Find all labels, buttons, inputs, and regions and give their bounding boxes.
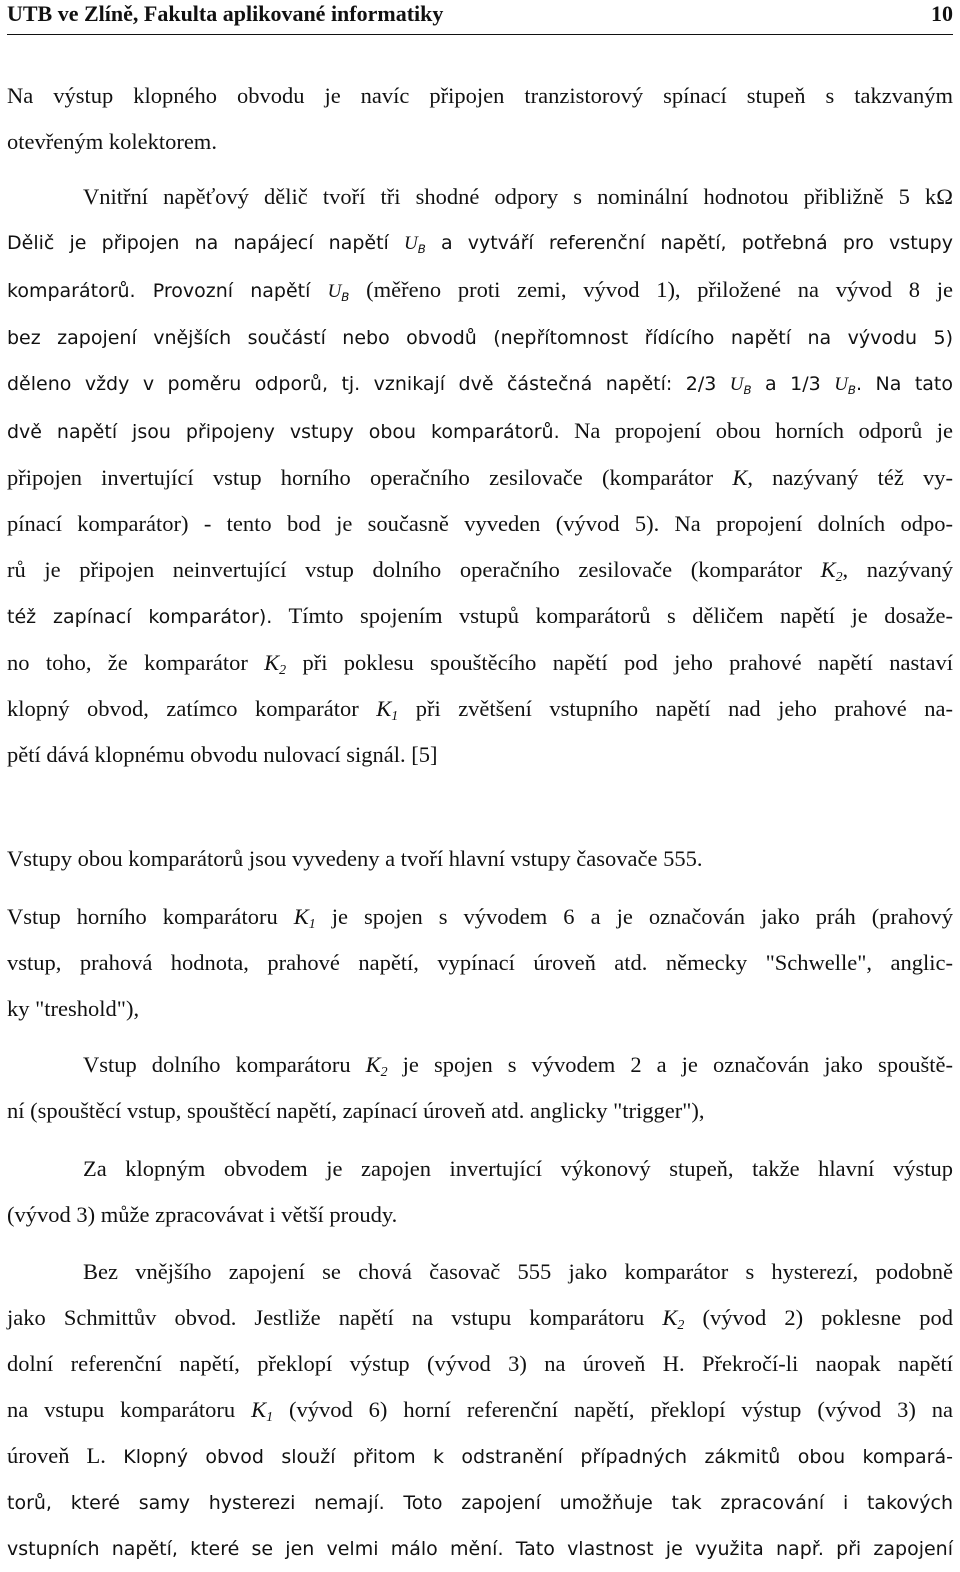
text-line <box>7 455 953 501</box>
text-run: komparátorů. Provozní napětí <box>7 280 328 302</box>
text-line <box>7 547 953 593</box>
text-run: (měřeno proti zemi, vývod 1), přiložené na vývod 8 je <box>349 277 954 302</box>
text-run: Tímto spojením vstupů komparátorů s děličem napětí je dosaže- <box>272 603 954 628</box>
subscript: 2 <box>835 570 843 585</box>
text-line: pětí dává klopnému obvodu nulovací signál. [5] <box>7 742 438 767</box>
text-run: klopný obvod, zatímco komparátor <box>7 696 377 721</box>
text-line: pínací komparátor) - tento bod je současně vyveden (vývod 5). Na propojení dolních odpo- <box>7 511 953 536</box>
text-line <box>7 220 953 267</box>
text-run: a 1/3 <box>751 373 835 395</box>
text-run: , nazývaný též vy- <box>747 465 953 490</box>
subscript: B <box>341 290 350 304</box>
text-line: Bez vnějšího zapojení se chová časovač 555 jako komparátor s hysterezí, podobně <box>83 1259 953 1284</box>
text-run: je spojen s vývodem 2 a je označován jako spouště- <box>387 1052 953 1077</box>
symbol-k: K <box>732 465 748 490</box>
text-line: Vnitřní napěťový dělič tvoří tři shodné odpory s nominální hodnotou přibližně 5 kΩ <box>83 184 953 209</box>
paragraph-threshold-input <box>7 894 953 1032</box>
text-line: ky "treshold"), <box>7 996 140 1021</box>
text-run: na vstupu komparátoru <box>7 1397 252 1422</box>
text-line <box>7 640 953 686</box>
symbol-k: K <box>376 696 392 721</box>
page-number: 10 <box>931 1 953 26</box>
symbol-k: K <box>662 1305 678 1330</box>
subscript: 1 <box>266 1410 274 1425</box>
text-line: Vstupy obou komparátorů jsou vyvedeny a tvoří hlavní vstupy časovače 555. <box>7 846 703 871</box>
text-run: no toho, že komparátor <box>7 650 265 675</box>
subscript: 2 <box>677 1318 685 1333</box>
text-line <box>7 361 953 408</box>
symbol-k: K <box>820 557 836 582</box>
text-line: ní (spouštěcí vstup, spouštěcí napětí, zapínací úroveň atd. anglicky "trigger"), <box>7 1098 705 1123</box>
symbol-k: K <box>293 904 309 929</box>
header-rule <box>7 34 953 35</box>
text-run: (vývod 6) horní referenční napětí, překlopí výstup (vývod 3) na <box>273 1397 953 1422</box>
subscript: 1 <box>391 709 399 724</box>
text-run: . Na tato <box>856 373 953 395</box>
text-line: torů, které samy hysterezi nemají. Toto zapojení umožňuje tak zpracování i takových <box>7 1492 953 1514</box>
text-line: vstup, prahová hodnota, prahové napětí, vypínací úroveň atd. německy "Schwelle", anglic- <box>7 950 953 975</box>
paragraph-hysteresis <box>7 1249 953 1572</box>
paragraph-output-stage-2 <box>7 1146 953 1238</box>
symbol-u: U <box>404 233 418 254</box>
text-line <box>7 593 953 640</box>
symbol-k: K <box>264 650 280 675</box>
subscript: B <box>847 383 856 397</box>
text-run: úroveň L. <box>7 1443 106 1468</box>
text-run: též zapínací komparátor). <box>7 606 273 628</box>
symbol-u: U <box>327 281 342 302</box>
text-line: vstupních napětí, které se jen velmi málo mění. Tato vlastnost je využita např. při zapojení <box>7 1538 953 1560</box>
paragraph-trigger-input <box>7 1042 953 1134</box>
text-run: (vývod 2) poklesne pod <box>684 1305 953 1330</box>
text-line <box>7 408 953 455</box>
paragraph-voltage-divider <box>7 174 953 778</box>
text-run: jako Schmittův obvod. Jestliže napětí na vstupu komparátoru <box>7 1305 663 1330</box>
subscript: B <box>417 242 426 256</box>
page-header <box>7 0 953 30</box>
text-line <box>7 894 953 940</box>
text-run: děleno vždy v poměru odporů, tj. vznikají dvě částečná napětí: 2/3 <box>7 373 730 395</box>
text-line: dolní referenční napětí, překlopí výstup (vývod 3) na úroveň H. Překročí-li naopak napětí <box>7 1351 953 1376</box>
symbol-k: K <box>365 1052 381 1077</box>
text-run: Klopný obvod slouží přitom k odstranění případných zákmitů obou kompará- <box>105 1446 953 1468</box>
text-run: a vytváří referenční napětí, potřebná pro vstupy <box>425 232 953 254</box>
text-run: při poklesu spouštěcího napětí pod jeho prahové napětí nastaví <box>286 650 953 675</box>
text-line <box>7 1433 953 1480</box>
text-line: (vývod 3) může zpracovávat i větší proudy. <box>7 1202 398 1227</box>
text-run: je spojen s vývodem 6 a je označován jako práh (prahový <box>315 904 953 929</box>
text-run: , nazývaný <box>842 557 953 582</box>
text-line: otevřeným kolektorem. <box>7 129 217 154</box>
text-run: při zvětšení vstupního napětí nad jeho prahové na- <box>398 696 953 721</box>
text-line <box>7 1295 953 1341</box>
subscript: B <box>743 383 752 397</box>
subscript: 2 <box>380 1065 388 1080</box>
text-run: Dělič je připojen na napájecí napětí <box>7 232 404 254</box>
symbol-u: U <box>729 374 744 395</box>
text-line <box>7 1042 953 1088</box>
text-run: připojen invertující vstup horního operačního zesilovače (komparátor <box>7 465 733 490</box>
text-run: Vstup dolního komparátoru <box>83 1052 366 1077</box>
paragraph-output-stage <box>7 73 953 165</box>
subscript: 2 <box>279 663 287 678</box>
symbol-k: K <box>251 1397 267 1422</box>
text-line: Na výstup klopného obvodu je navíc připojen tranzistorový spínací stupeň s takzvaným <box>7 83 953 108</box>
header-title: UTB ve Zlíně, Fakulta aplikované informatiky <box>7 1 444 26</box>
text-run: rů je připojen neinvertující vstup dolního operačního zesilovače (komparátor <box>7 557 821 582</box>
paragraph-main-inputs <box>7 836 953 882</box>
symbol-u: U <box>834 374 848 395</box>
text-run: Vstup horního komparátoru <box>7 904 294 929</box>
text-line <box>7 1387 953 1433</box>
subscript: 1 <box>308 917 316 932</box>
text-line: Za klopným obvodem je zapojen invertující výkonový stupeň, takže hlavní výstup <box>83 1156 953 1181</box>
text-run: Na propojení obou horních odporů je <box>559 418 953 443</box>
text-run: dvě napětí jsou připojeny vstupy obou komparátorů. <box>7 421 560 443</box>
text-line <box>7 267 953 315</box>
text-line <box>7 686 953 732</box>
text-line: bez zapojení vnějších součástí nebo obvodů (nepřítomnost řídícího napětí na vývodu 5) <box>7 327 953 349</box>
